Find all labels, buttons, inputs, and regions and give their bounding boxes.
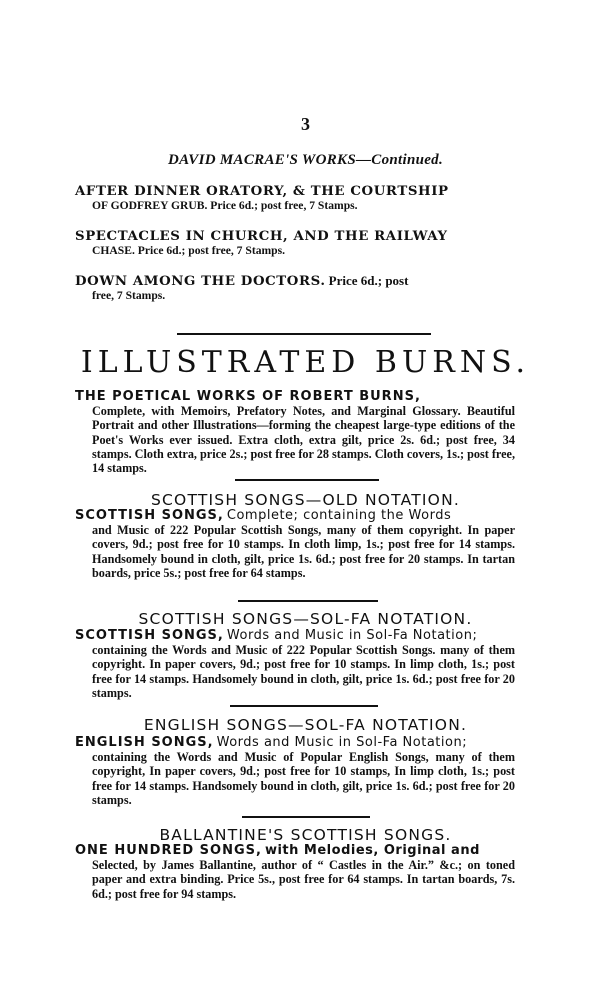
entry-price: Price 6d.; post: [328, 273, 409, 288]
burns-description: Complete, with Memoirs, Prefatory Notes, and Marginal Glossary. Beautiful Portrait and other Illustrations—forming the cheapest large-type editions of the Poet's Works ever issued. Extra cloth, extra gilt, price 2s. 6d.; post free, 34 stamps. Cloth extra, price 2s.; post free for 28 stamps. Cloth covers, 1s.; post free, 14 stamps.: [92, 404, 515, 476]
entry-description: and Music of 222 Popular Scottish Songs, many of them copyright. In paper covers, 9d.; post free for 10 stamps. In cloth limp, 1s.; post free for 14 stamps. Handsomely bound in cloth, gilt, price 1s. 6d.; post free for 20 stamps. In tartan boards, price 5s.; post free for 64 stamps.: [92, 523, 515, 580]
entry-title: DOWN AMONG THE DOCTORS.: [75, 274, 326, 289]
page-number: 3: [301, 114, 310, 134]
section-heading: ENGLISH SONGS—SOL-FA NOTATION.: [143, 716, 468, 734]
section-entry: [75, 508, 515, 580]
entry-title: SPECTACLES IN CHURCH, AND THE RAILWAY: [75, 229, 448, 244]
entry-title: ENGLISH SONGS,: [75, 735, 214, 750]
section-heading: SCOTTISH SONGS—OLD NOTATION.: [150, 491, 461, 509]
section-entry: [75, 843, 515, 901]
entry-description: containing the Words and Music of 222 Popular Scottish Songs. many of them copyright. In paper covers, 9d.; post free for 10 stamps. In limp cloth, 1s.; post free for 14 stamps. Handsomely bound in cloth, gilt, price 1s. 6d.; post free for 20 stamps.: [92, 643, 515, 700]
divider: [177, 333, 431, 335]
divider: [230, 705, 378, 707]
entry-description: containing the Words and Music of Popular English Songs, many of them copyright, In paper covers, 9d.; post free for 10 stamps, In limp cloth, 1s.; post free for 14 stamps. Handsomely bound in cloth, gilt, price 1s. 6d.; post free for 20 stamps.: [92, 750, 515, 807]
entry-subtitle: with Melodies, Original and: [264, 843, 480, 858]
entry-subtitle: Complete; containing the Words: [226, 508, 452, 523]
entry-details: OF GODFREY GRUB. Price 6d.; post free, 7 Stamps.: [92, 199, 358, 213]
divider: [235, 479, 379, 481]
entry-subtitle: Words and Music in Sol-Fa Notation;: [226, 628, 478, 643]
entry-title: AFTER DINNER ORATORY, & THE COURTSHIP: [75, 184, 449, 199]
entry-title: ONE HUNDRED SONGS,: [75, 843, 262, 858]
entry-title: SCOTTISH SONGS,: [75, 508, 224, 523]
entry-subtitle: Words and Music in Sol-Fa Notation;: [216, 735, 468, 750]
macrae-entry: [75, 229, 515, 258]
entry-title: SCOTTISH SONGS,: [75, 628, 224, 643]
section-entry: [75, 628, 515, 700]
entry-description: Selected, by James Ballantine, author of “ Castles in the Air.” &c.; on toned paper and extra binding. Price 5s., post free for 64 stamps. In tartan boards, 7s. 6d.; post free for 94 stamps.: [92, 858, 515, 901]
macrae-entry: [75, 274, 515, 303]
divider: [242, 816, 370, 818]
main-title: ILLUSTRATED BURNS.: [80, 345, 531, 380]
entry-details: CHASE. Price 6d.; post free, 7 Stamps.: [92, 244, 286, 258]
burns-entry: [75, 389, 515, 475]
macrae-entry: [75, 184, 515, 213]
divider: [238, 600, 378, 602]
works-heading: DAVID MACRAE'S WORKS—Continued.: [167, 152, 444, 168]
burns-title: THE POETICAL WORKS OF ROBERT BURNS,: [75, 389, 421, 404]
entry-details: free, 7 Stamps.: [92, 289, 166, 303]
section-entry: [75, 735, 515, 807]
section-heading: SCOTTISH SONGS—SOL-FA NOTATION.: [138, 610, 473, 628]
section-heading: BALLANTINE'S SCOTTISH SONGS.: [159, 826, 452, 844]
